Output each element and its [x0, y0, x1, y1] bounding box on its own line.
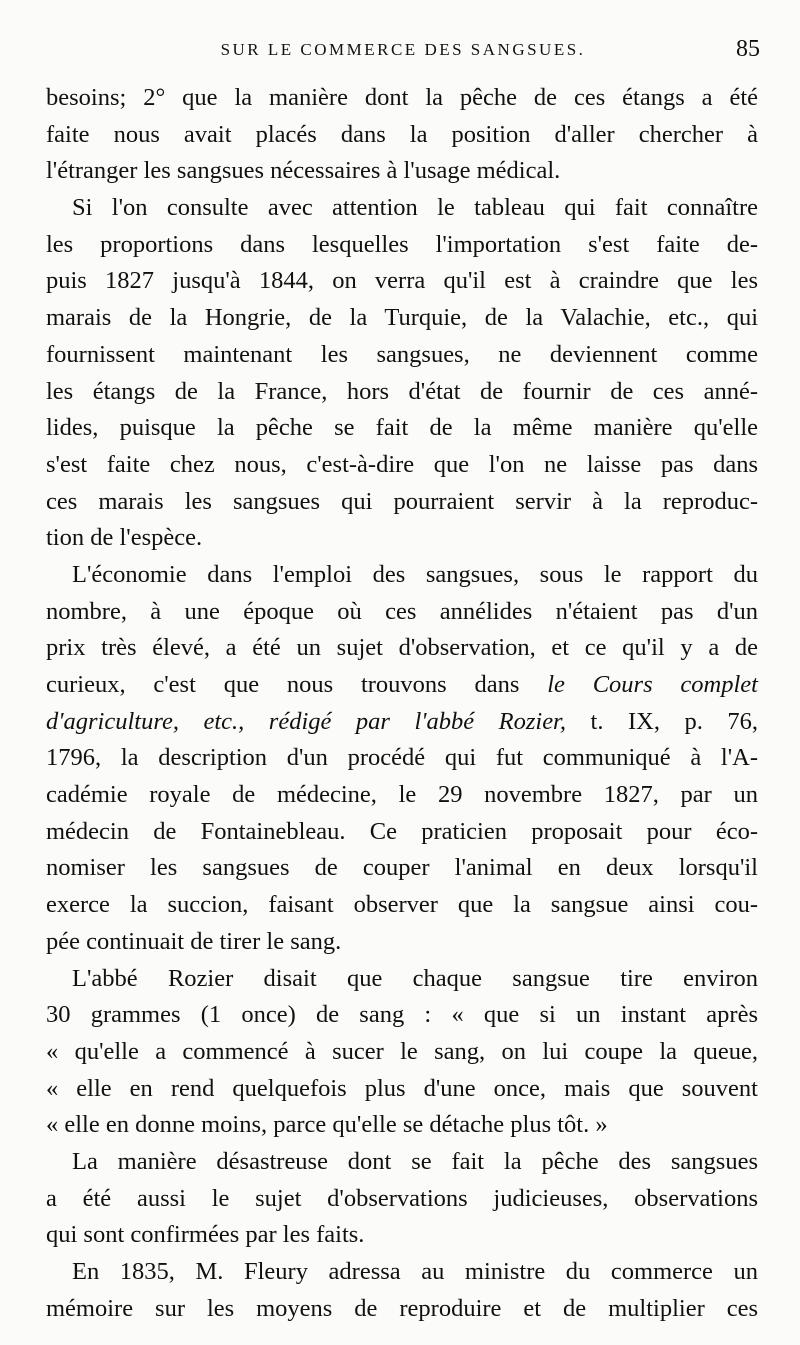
page-header	[46, 34, 760, 70]
text-line: exerce la succion, faisant observer que la sangsue ainsi cou-	[46, 891, 758, 919]
paragraph	[46, 961, 758, 1144]
text-fragment: curieux, c'est que nous trouvons dans	[46, 671, 548, 698]
text-line: « elle en rend quelquefois plus d'une once, mais que souvent	[46, 1074, 758, 1102]
text-line-with-citation	[46, 704, 758, 741]
text-line: pée continuait de tirer le sang.	[46, 927, 342, 955]
paragraph	[46, 80, 758, 190]
text-line: 30 grammes (1 once) de sang : « que si un instant après	[46, 1001, 758, 1029]
text-line: faite nous avait placés dans la position d'aller chercher à	[46, 120, 758, 148]
text-line: En 1835, M. Fleury adressa au ministre du commerce un	[72, 1258, 758, 1285]
text-line: Si l'on consulte avec attention le tableau qui fait connaître	[72, 194, 758, 222]
text-line: qui sont confirmées par les faits.	[46, 1221, 365, 1249]
text-line: La manière désastreuse dont se fait la pêche des sangsues	[72, 1147, 758, 1175]
text-line: l'étranger les sangsues nécessaires à l'usage médical.	[46, 157, 561, 185]
text-line: besoins; 2° que la manière dont la pêche de ces étangs a été	[46, 84, 758, 111]
text-line: tion de l'espèce.	[46, 524, 203, 552]
text-line: puis 1827 jusqu'à 1844, on verra qu'il est à craindre que les	[46, 267, 758, 295]
text-line: les étangs de la France, hors d'état de fournir de ces anné-	[46, 377, 758, 405]
text-line: les proportions dans lesquelles l'importation s'est faite de-	[46, 230, 758, 258]
text-line: lides, puisque la pêche se fait de la même manière qu'elle	[46, 414, 758, 442]
text-line: « elle en donne moins, parce qu'elle se détache plus tôt. »	[46, 1111, 608, 1139]
italic-citation: le Cours complet	[547, 671, 758, 698]
text-line: marais de la Hongrie, de la Turquie, de la Valachie, etc., qui	[46, 304, 758, 332]
text-fragment: t. IX, p. 76,	[566, 707, 758, 735]
italic-citation: d'agriculture, etc., rédigé par l'abbé Rozier,	[46, 707, 567, 735]
text-line: 1796, la description d'un procédé qui fut communiqué à l'A-	[46, 744, 758, 772]
paragraph	[46, 1254, 758, 1327]
text-line: a été aussi le sujet d'observations judicieuses, observations	[46, 1184, 758, 1212]
text-line: ces marais les sangsues qui pourraient servir à la reproduc-	[46, 487, 758, 515]
text-line: cadémie royale de médecine, le 29 novembre 1827, par un	[46, 781, 758, 809]
text-line: mémoire sur les moyens de reproduire et de multiplier ces	[46, 1294, 758, 1322]
text-line: s'est faite chez nous, c'est-à-dire que l'on ne laisse pas dans	[46, 450, 758, 478]
paragraph	[46, 190, 758, 557]
text-line: nombre, à une époque où ces annélides n'étaient pas d'un	[46, 597, 758, 625]
text-line: fournissent maintenant les sangsues, ne deviennent comme	[46, 340, 758, 368]
text-line: L'abbé Rozier disait que chaque sangsue tire environ	[72, 964, 758, 992]
text-line-with-citation	[46, 667, 758, 704]
text-line: médecin de Fontainebleau. Ce praticien proposait pour éco-	[46, 817, 758, 845]
running-title: SUR LE COMMERCE DES SANGSUES.	[220, 40, 586, 59]
text-line: L'économie dans l'emploi des sangsues, sous le rapport du	[72, 560, 758, 588]
text-line: « qu'elle a commencé à sucer le sang, on lui coupe la queue,	[46, 1037, 758, 1065]
text-line: prix très élevé, a été un sujet d'observation, et ce qu'il y a de	[46, 634, 758, 662]
paragraph	[46, 557, 758, 961]
text-line: nomiser les sangsues de couper l'animal en deux lorsqu'il	[46, 854, 758, 882]
page-number: 85	[736, 36, 760, 62]
body-text	[46, 80, 758, 1327]
paragraph	[46, 1144, 758, 1254]
